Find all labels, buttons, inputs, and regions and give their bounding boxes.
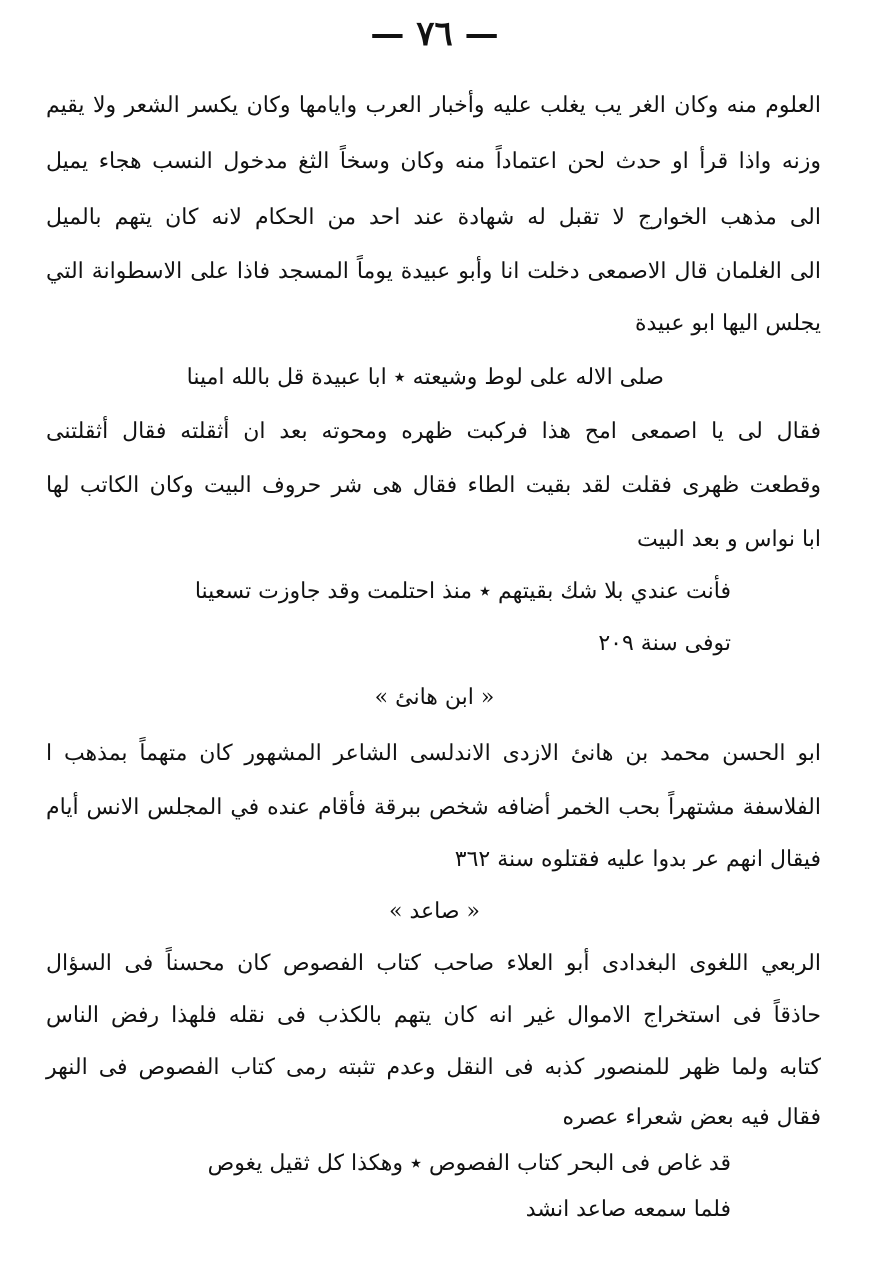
page-number: — ٧٦ —	[370, 14, 499, 54]
paragraph-line: حاذقاً فى استخراج الاموال غير انه كان يتهم بالكذب فى نقله فلهذا رفض الناس	[46, 1003, 822, 1028]
paragraph-line: فقال لى يا اصمعى امح هذا فركبت ظهره ومحوته بعد ان أثقلته فقال أثقلتنى	[46, 419, 821, 444]
paragraph-line: كتابه ولما ظهر للمنصور كذبه فى النقل وعدم تثبته رمى كتاب الفصوص فى النهر	[46, 1055, 821, 1080]
poem-verse: صلى الاله على لوط وشيعته ٭ ابا عبيدة قل بالله امينا	[186, 365, 664, 390]
paragraph-line: فلما سمعه صاعد انشد	[525, 1197, 731, 1222]
paragraph-line: يجلس اليها ابو عبيدة	[634, 311, 821, 336]
paragraph-line: الى مذهب الخوارج لا تقبل له شهادة عند احد من الحكام لانه كان يتهم بالميل	[46, 205, 821, 230]
paragraph-line: وزنه واذا قرأ او حدث لحن اعتماداً منه وكان وسخاً الثغ مدخول النسب هجاء يميل	[46, 149, 821, 174]
poem-verse: قد غاص فى البحر كتاب الفصوص ٭ وهكذا كل ثقيل يغوص	[207, 1151, 731, 1176]
paragraph-line: الى الغلمان قال الاصمعى دخلت انا وأبو عبيدة يوماً المسجد فاذا على الاسطوانة التي	[46, 259, 821, 284]
paragraph-line: الربعي اللغوى البغدادى أبو العلاء صاحب كتاب الفصوص كان محسناً فى السؤال	[46, 951, 821, 976]
paragraph-line: فقال فيه بعض شعراء عصره	[562, 1105, 821, 1130]
paragraph-line: ابا نواس و بعد البيت	[637, 527, 821, 552]
section-heading: « صاعد »	[389, 899, 480, 924]
paragraph-line: فيقال انهم عر بدوا عليه فقتلوه سنة ٣٦٢	[454, 847, 821, 872]
paragraph-line: الفلاسفة مشتهراً بحب الخمر أضافه شخص ببرقة فأقام عنده في المجلس الانس أيام	[46, 795, 821, 820]
death-date: توفى سنة ٢٠٩	[598, 631, 731, 656]
section-heading: « ابن هانئ »	[374, 685, 495, 710]
paragraph-line: العلوم منه وكان الغر يب يغلب عليه وأخبار العرب وايامها وكان يكسر الشعر ولا يقيم	[46, 93, 821, 118]
paragraph-line: وقطعت ظهرى فقلت لقد بقيت الطاء فقال هى شر حروف البيت وكان الكاتب لها	[46, 473, 821, 498]
poem-verse: فأنت عندي بلا شك بقيتهم ٭ منذ احتلمت وقد جاوزت تسعينا	[194, 579, 731, 604]
paragraph-line: ابو الحسن محمد بن هانئ الازدى الاندلسى الشاعر المشهور كان متهماً بمذهب ا	[46, 741, 821, 766]
